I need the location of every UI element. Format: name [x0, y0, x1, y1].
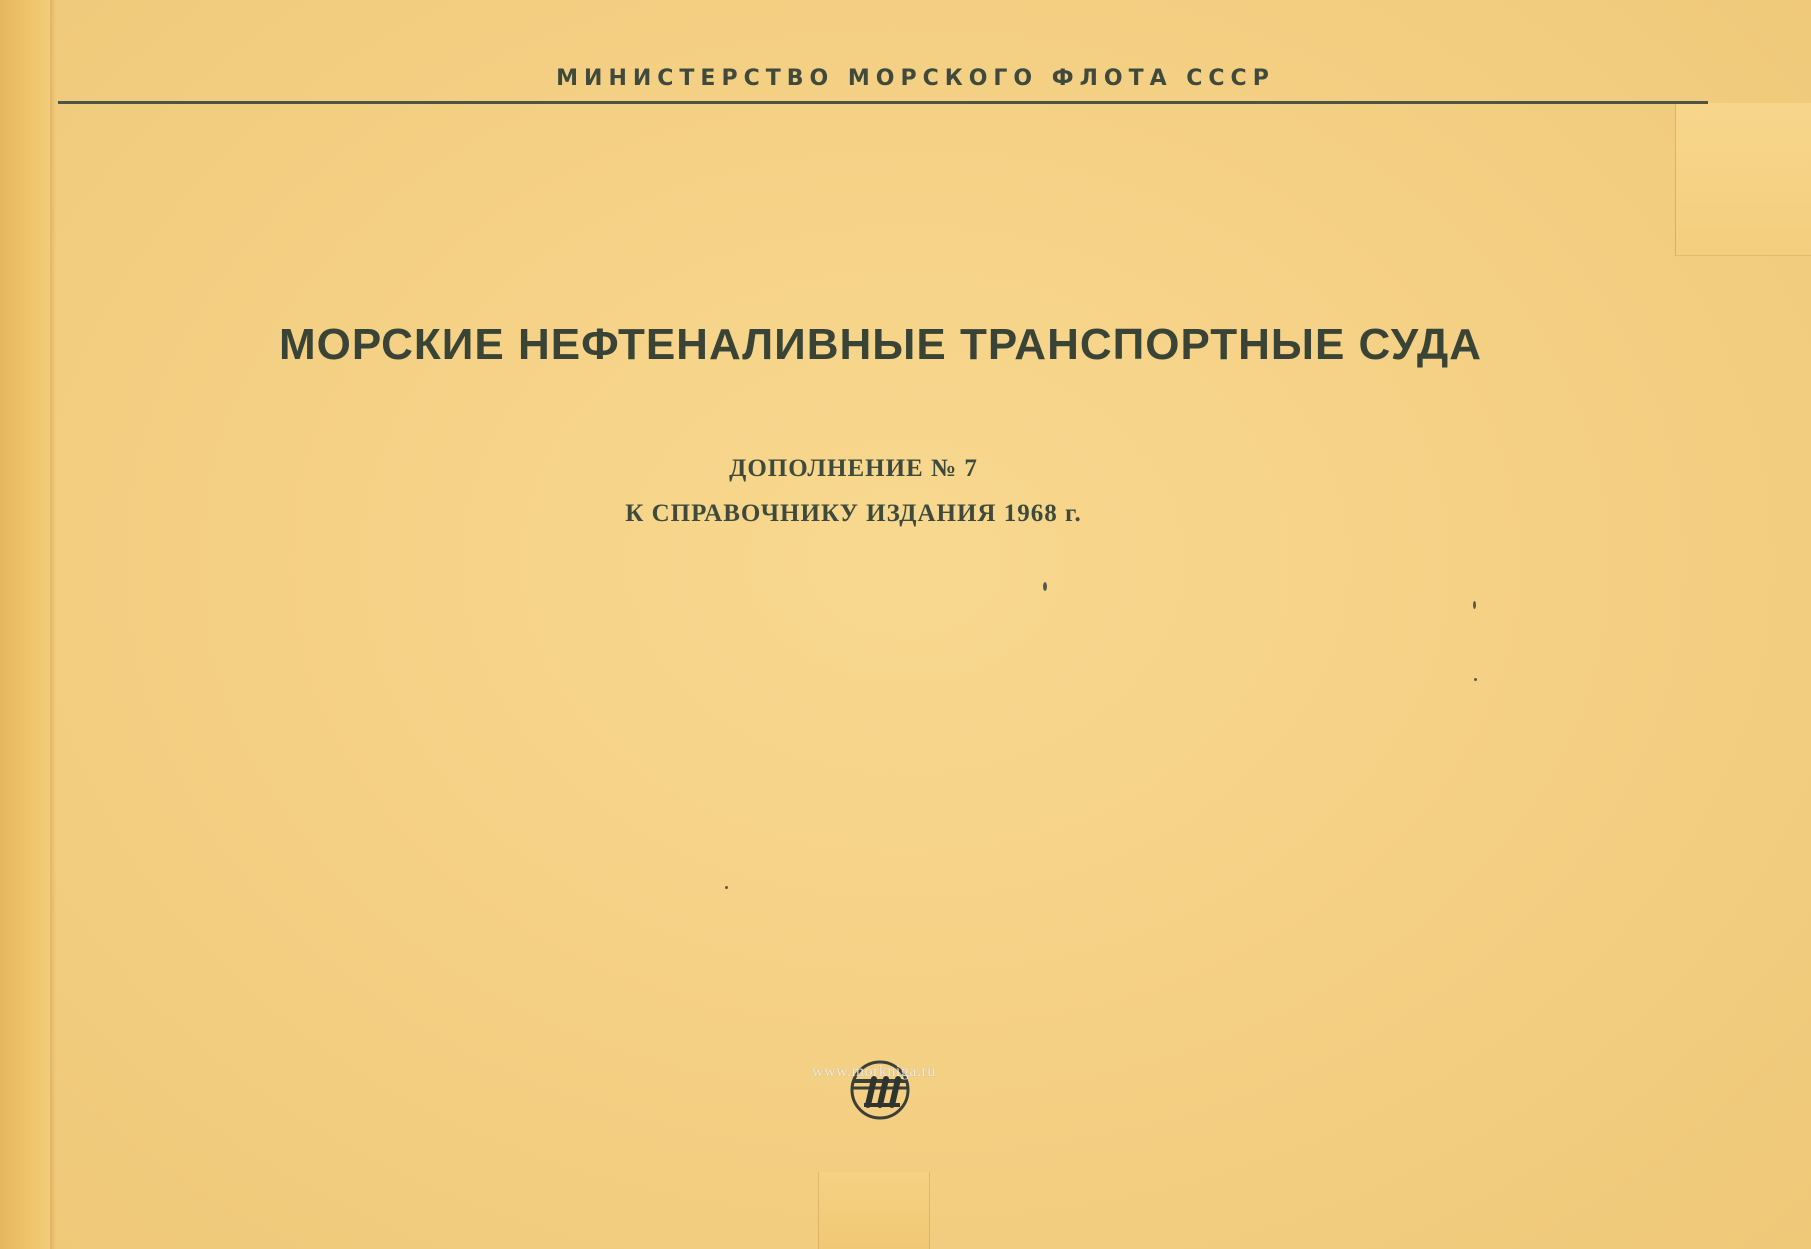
paper-speck — [1473, 601, 1476, 609]
paper-speck — [725, 886, 728, 889]
reference-edition: К СПРАВОЧНИКУ ИЗДАНИЯ 1968 г. — [625, 500, 1082, 527]
tape-patch-right — [1675, 103, 1811, 256]
binding-shadow — [50, 0, 56, 1249]
ministry-header: МИНИСТЕРСТВО МОРСКОГО ФЛОТА СССР — [556, 66, 1275, 91]
site-watermark: www.morkniga.ru — [812, 1063, 936, 1080]
paper-speck — [1043, 582, 1047, 591]
binding-strip — [0, 0, 50, 1249]
paper-speck — [1474, 678, 1477, 681]
tape-patch-bottom — [818, 1172, 930, 1249]
document-title: МОРСКИЕ НЕФТЕНАЛИВНЫЕ ТРАНСПОРТНЫЕ СУДА — [278, 320, 1483, 369]
supplement-number: ДОПОЛНЕНИЕ № 7 — [729, 455, 978, 482]
header-rule — [58, 101, 1708, 104]
